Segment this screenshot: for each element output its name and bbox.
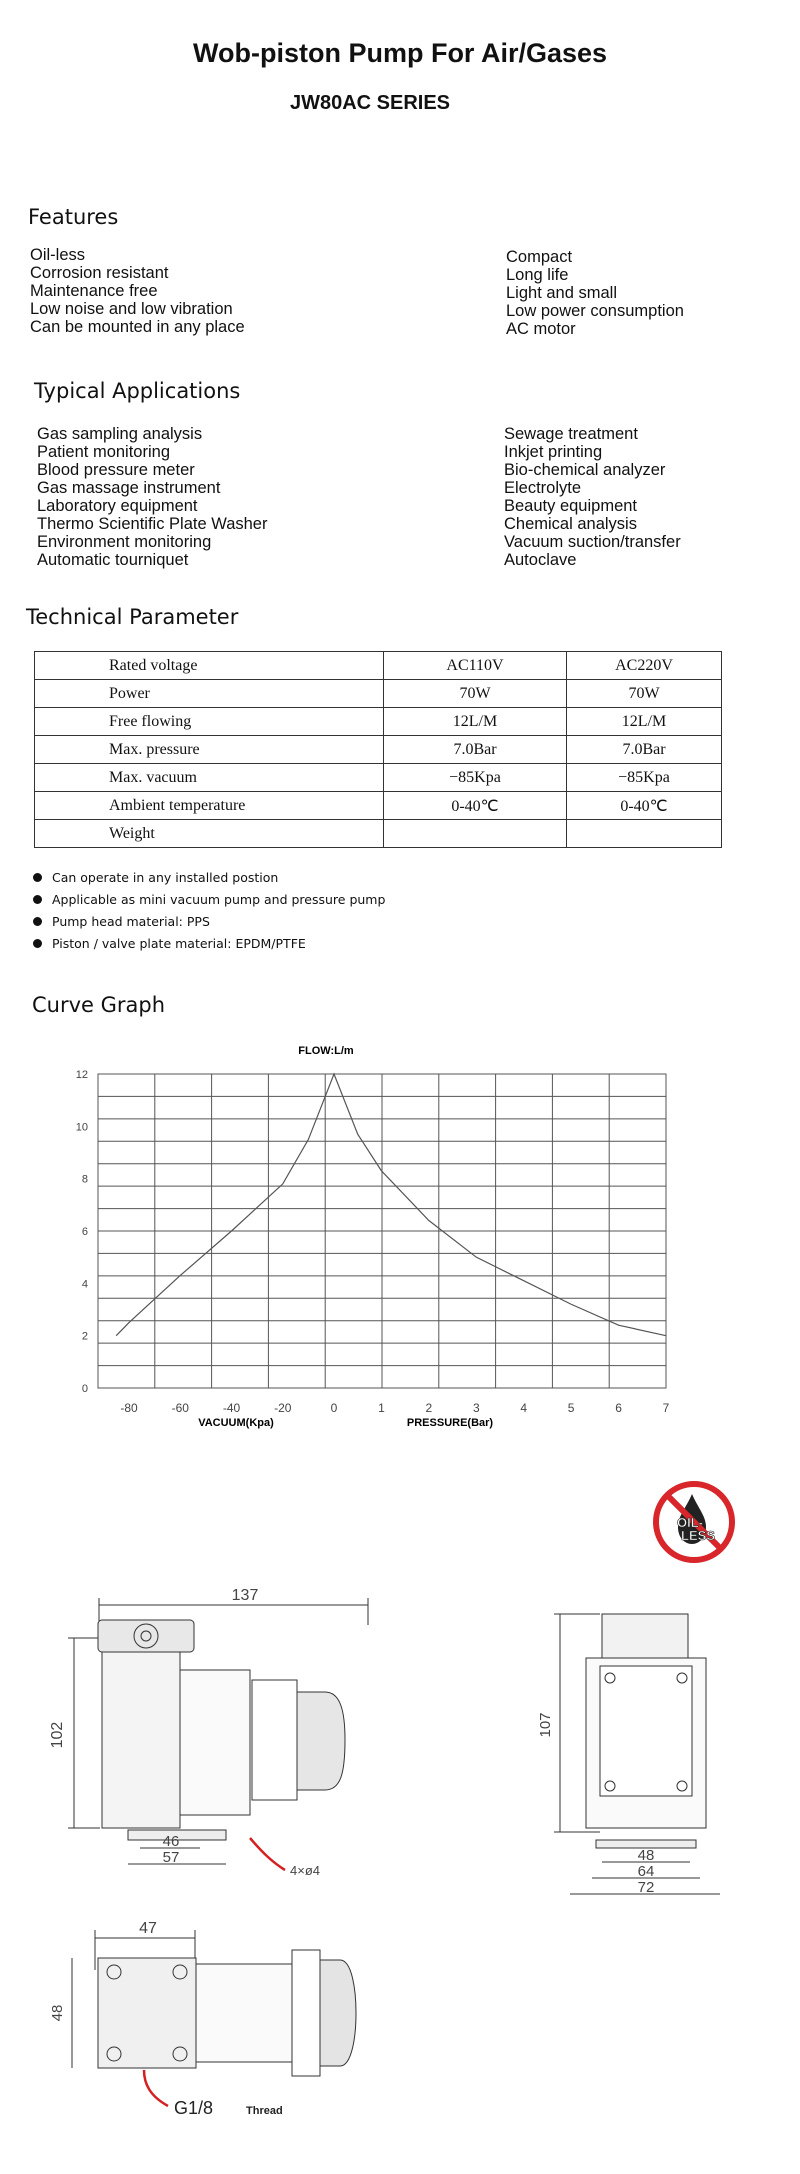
- table-cell: Power: [35, 680, 384, 708]
- dim-side-72: 72: [637, 1879, 655, 1896]
- note-text: Can operate in any installed postion: [52, 870, 279, 885]
- list-item: Electrolyte: [504, 479, 582, 497]
- table-cell: Ambient temperature: [35, 792, 384, 820]
- x-tick-label: 6: [615, 1401, 622, 1415]
- y-tick-label: 2: [81, 1330, 88, 1343]
- dim-side-48: 48: [637, 1847, 655, 1864]
- list-item: Beauty equipment: [504, 497, 638, 515]
- y-tick-label: 12: [75, 1069, 88, 1081]
- x-tick-labels: [120, 1401, 669, 1415]
- list-item: Can be mounted in any place: [30, 318, 245, 336]
- list-item: [30, 870, 385, 892]
- applications-left-list: [37, 425, 267, 569]
- dim-base-width: 57: [162, 1849, 180, 1866]
- chart-grid: [98, 1074, 666, 1388]
- front-view-dimensions: [40, 1833, 420, 1900]
- table-cell: Weight: [35, 820, 384, 848]
- side-view-drawing: [537, 1600, 740, 1860]
- list-item: Chemical analysis: [504, 515, 637, 533]
- features-right-list: [506, 248, 684, 338]
- table-row: [35, 708, 722, 736]
- y-tick-label: 0: [81, 1383, 88, 1395]
- table-cell: 12L/M: [384, 708, 567, 736]
- x-tick-label: 2: [425, 1401, 433, 1415]
- technical-heading: Technical Parameter: [26, 605, 239, 629]
- table-cell: Max. vacuum: [35, 764, 384, 792]
- chart-flow-label: FLOW:L/m: [298, 1045, 354, 1057]
- table-cell: 7.0Bar: [567, 736, 722, 764]
- list-item: Environment monitoring: [37, 533, 212, 551]
- table-row: [35, 792, 722, 820]
- x-tick-label: 0: [330, 1401, 338, 1415]
- list-item: Corrosion resistant: [30, 264, 169, 282]
- curve-heading: Curve Graph: [32, 993, 166, 1017]
- list-item: Low power consumption: [506, 302, 684, 320]
- dim-hole-spacing: 46: [162, 1833, 180, 1850]
- list-item: Laboratory equipment: [37, 497, 198, 515]
- thread-spec: G1/8: [174, 2098, 214, 2118]
- y-tick-label: 4: [81, 1278, 88, 1291]
- x-tick-label: 1: [378, 1401, 385, 1415]
- list-item: Light and small: [506, 284, 617, 302]
- table-row: [35, 652, 722, 680]
- table-cell: 70W: [384, 680, 567, 708]
- dim-side-64: 64: [637, 1863, 655, 1880]
- table-cell: 0-40℃: [567, 792, 722, 820]
- applications-heading: Typical Applications: [34, 379, 241, 403]
- list-item: [30, 914, 385, 936]
- x-tick-label: 5: [567, 1401, 575, 1415]
- list-item: Sewage treatment: [504, 425, 638, 443]
- list-item: Vacuum suction/transfer: [504, 533, 681, 551]
- applications-right-list: [504, 425, 681, 569]
- x-tick-label: -80: [120, 1401, 138, 1415]
- list-item: Blood pressure meter: [37, 461, 195, 479]
- flow-curve-chart: [0, 1040, 800, 1440]
- list-item: Long life: [506, 266, 569, 284]
- list-item: Compact: [506, 248, 573, 266]
- x-tick-label: -20: [274, 1401, 292, 1415]
- dim-width: 137: [231, 1587, 259, 1604]
- y-tick-label: 8: [81, 1173, 88, 1186]
- features-left-list: [30, 246, 245, 336]
- y-tick-label: 6: [81, 1226, 88, 1238]
- list-item: Maintenance free: [30, 282, 158, 300]
- table-cell: Free flowing: [35, 708, 384, 736]
- x-tick-label: -60: [171, 1401, 189, 1415]
- side-view-dimensions: [540, 1848, 740, 1912]
- x-tick-label: -40: [222, 1401, 241, 1415]
- table-cell: Max. pressure: [35, 736, 384, 764]
- table-cell: 7.0Bar: [384, 736, 567, 764]
- dim-height: 102: [49, 1721, 66, 1749]
- list-item: Inkjet printing: [504, 443, 603, 461]
- bullet-icon: [33, 917, 42, 926]
- table-cell: 12L/M: [567, 708, 722, 736]
- list-item: AC motor: [506, 320, 576, 338]
- table-cell: 0-40℃: [384, 792, 567, 820]
- list-item: Automatic tourniquet: [37, 551, 189, 569]
- dim-side-height: 107: [537, 1712, 554, 1738]
- table-row: [35, 736, 722, 764]
- top-view-drawing: [40, 1910, 420, 2130]
- hole-callout: 4×ø4: [290, 1863, 320, 1878]
- table-row: [35, 680, 722, 708]
- bullet-icon: [33, 873, 42, 882]
- list-item: Thermo Scientific Plate Washer: [37, 515, 268, 533]
- table-row: [35, 764, 722, 792]
- bullet-icon: [33, 939, 42, 948]
- table-cell: AC110V: [384, 652, 567, 680]
- flow-curve-line: [116, 1074, 666, 1336]
- bullet-icon: [33, 895, 42, 904]
- notes-list: [30, 870, 385, 958]
- table-cell: Rated voltage: [35, 652, 384, 680]
- badge-text-line1: OIL-: [677, 1515, 703, 1530]
- list-item: Gas massage instrument: [37, 479, 221, 497]
- badge-text-line2: LESS: [681, 1528, 715, 1543]
- note-text: Piston / valve plate material: EPDM/PTFE: [52, 936, 306, 951]
- table-cell: AC220V: [567, 652, 722, 680]
- x-tick-label: 3: [472, 1401, 480, 1415]
- front-view-drawing: [40, 1580, 420, 1840]
- table-cell: −85Kpa: [567, 764, 722, 792]
- features-heading: Features: [28, 205, 119, 229]
- list-item: Low noise and low vibration: [30, 300, 233, 318]
- series-subtitle: JW80AC SERIES: [289, 92, 451, 114]
- list-item: Bio-chemical analyzer: [504, 461, 666, 479]
- list-item: Autoclave: [504, 551, 577, 569]
- table-cell: [567, 820, 722, 848]
- list-item: Gas sampling analysis: [37, 425, 203, 443]
- table-cell: 70W: [567, 680, 722, 708]
- oil-less-badge: [652, 1480, 736, 1564]
- table-row: [35, 820, 722, 848]
- note-text: Applicable as mini vacuum pump and pressure pump: [52, 892, 386, 907]
- table-cell: [384, 820, 567, 848]
- list-item: [30, 936, 385, 958]
- vacuum-axis-label: VACUUM(Kpa): [198, 1417, 274, 1429]
- thread-word: Thread: [246, 2105, 283, 2117]
- dim-top-height: 48: [49, 2004, 66, 2022]
- x-tick-label: 4: [520, 1401, 528, 1415]
- y-tick-label: 10: [75, 1121, 88, 1134]
- y-tick-labels: [76, 1069, 88, 1395]
- list-item: Patient monitoring: [37, 443, 170, 461]
- table-cell: −85Kpa: [384, 764, 567, 792]
- dim-top-width: 47: [139, 1920, 157, 1937]
- x-tick-label: 7: [662, 1401, 670, 1415]
- list-item: [30, 892, 385, 914]
- list-item: Oil-less: [30, 246, 86, 264]
- parameter-table: [34, 651, 722, 848]
- note-text: Pump head material: PPS: [52, 914, 210, 929]
- page-title: Wob-piston Pump For Air/Gases: [192, 38, 608, 68]
- pressure-axis-label: PRESSURE(Bar): [406, 1417, 494, 1429]
